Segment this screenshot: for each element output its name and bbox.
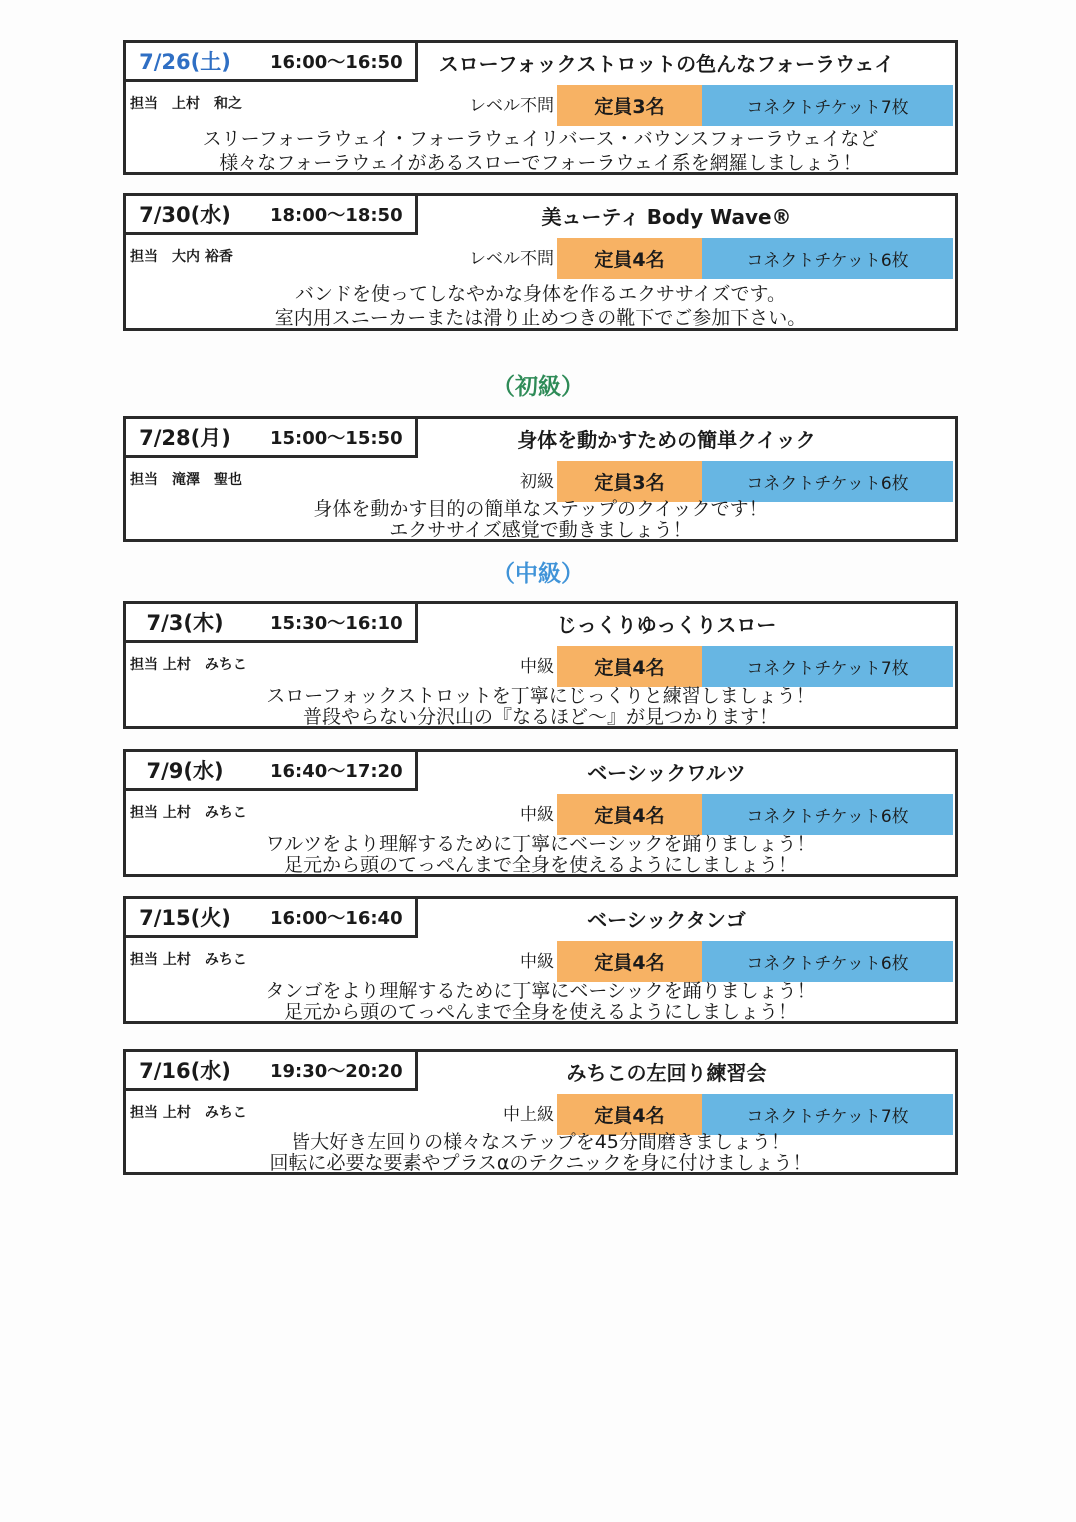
lesson-date: 7/30(水) (139, 203, 231, 227)
lesson-time: 15:00～15:50 (270, 428, 403, 449)
lesson-level: 中級 (520, 657, 554, 677)
lesson-datetime (126, 43, 418, 82)
lesson-description-line: タンゴをより理解するために丁寧にベーシックを踊りましょう！ (265, 980, 816, 1002)
lesson-description (126, 1132, 955, 1174)
lesson-instructor: 担当 滝澤 聖也 (130, 472, 242, 488)
section-heading-intermediate: （中級） (492, 561, 584, 587)
lesson-ticket: コネクトチケット6枚 (702, 238, 953, 279)
lesson-date: 7/26(土) (139, 50, 231, 74)
lesson-description-line: 回転に必要な要素やプラスαのテクニックを身に付けましょう！ (269, 1152, 812, 1174)
lesson-description-line: ワルツをより理解するために丁寧にベーシックを踊りましょう！ (265, 833, 816, 855)
lesson-instructor: 担当 上村 みちこ (130, 952, 247, 968)
lesson-capacity: 定員4名 (557, 646, 702, 687)
lesson-time: 16:00～16:40 (270, 908, 403, 929)
lesson-level: レベル不問 (469, 96, 554, 116)
section-heading-beginner: （初級） (492, 374, 584, 400)
lesson-title: 身体を動かすための簡単クイック (517, 428, 816, 452)
lesson-title: じっくりゆっくりスロー (556, 613, 777, 637)
lesson-card (123, 193, 958, 331)
lesson-description-line: エクササイズ感覚で動きましょう！ (389, 519, 692, 541)
lesson-description (126, 282, 955, 330)
lesson-capacity: 定員4名 (557, 238, 702, 279)
lesson-title: スローフォックストロットの色んなフォーラウェイ (438, 52, 895, 76)
lesson-card (123, 40, 958, 175)
lesson-description-line: バンドを使ってしなやかな身体を作るエクササイズです。 (295, 283, 786, 305)
lesson-level: 中級 (520, 805, 554, 825)
lesson-datetime (126, 196, 418, 235)
lesson-date: 7/16(水) (139, 1059, 231, 1083)
lesson-datetime (126, 1052, 418, 1091)
lesson-ticket: コネクトチケット6枚 (702, 461, 953, 502)
lesson-level: 中上級 (503, 1105, 554, 1125)
lesson-instructor: 担当 上村 みちこ (130, 1105, 247, 1121)
lesson-description-line: スローフォックストロットを丁寧にじっくりと練習しましょう！ (266, 685, 815, 707)
lesson-capacity: 定員3名 (557, 85, 702, 126)
lesson-ticket: コネクトチケット7枚 (702, 85, 953, 126)
lesson-date: 7/9(水) (146, 759, 224, 783)
lesson-description-line: 室内用スニーカーまたは滑り止めつきの靴下でご参加下さい。 (274, 307, 807, 329)
lesson-time: 18:00～18:50 (270, 205, 403, 226)
lesson-card (123, 1049, 958, 1175)
lesson-time: 16:40～17:20 (270, 761, 403, 782)
lesson-description (126, 981, 955, 1023)
lesson-ticket: コネクトチケット7枚 (702, 1094, 953, 1135)
lesson-level: 初級 (520, 472, 554, 492)
lesson-title: ベーシックタンゴ (587, 908, 746, 932)
lesson-instructor: 担当 上村 和之 (130, 96, 242, 112)
lesson-description-line: 皆大好き左回りの様々なステップを45分間磨きましょう！ (291, 1131, 790, 1153)
lesson-capacity: 定員4名 (557, 794, 702, 835)
lesson-level: レベル不問 (469, 249, 554, 269)
lesson-level: 中級 (520, 952, 554, 972)
lesson-instructor: 担当 上村 みちこ (130, 805, 247, 821)
lesson-description-line: 様々なフォーラウェイがあるスローでフォーラウェイ系を網羅しましょう！ (219, 152, 862, 174)
lesson-ticket: コネクトチケット6枚 (702, 794, 953, 835)
lesson-description-line: 足元から頭のてっぺんまで全身を使えるようにしましょう！ (283, 1001, 797, 1023)
lesson-ticket: コネクトチケット6枚 (702, 941, 953, 982)
lesson-description-line: 足元から頭のてっぺんまで全身を使えるようにしましょう！ (283, 854, 797, 876)
lesson-date: 7/15(火) (139, 906, 231, 930)
lesson-card (123, 416, 958, 542)
lesson-description (126, 834, 955, 876)
lesson-time: 15:30～16:10 (270, 613, 403, 634)
lesson-description (126, 686, 955, 728)
lesson-description-line: 身体を動かす目的の簡単なステップのクイックです！ (313, 498, 768, 520)
lesson-description-line: 普段やらない分沢山の『なるほど～』が見つかります！ (302, 706, 778, 728)
lesson-title: みちこの左回り練習会 (566, 1061, 767, 1085)
lesson-title: ベーシックワルツ (587, 761, 746, 785)
lesson-capacity: 定員3名 (557, 461, 702, 502)
lesson-date: 7/3(木) (146, 611, 224, 635)
lesson-card (123, 896, 958, 1024)
lesson-datetime (126, 419, 418, 458)
lesson-date: 7/28(月) (139, 426, 231, 450)
lesson-capacity: 定員4名 (557, 1094, 702, 1135)
lesson-time: 16:00～16:50 (270, 52, 403, 73)
lesson-description (126, 499, 955, 541)
lesson-datetime (126, 752, 418, 791)
lesson-instructor: 担当 大内 裕香 (130, 249, 233, 265)
lesson-card (123, 749, 958, 877)
lesson-ticket: コネクトチケット7枚 (702, 646, 953, 687)
lesson-datetime (126, 899, 418, 938)
lesson-description-line: スリーフォーラウェイ・フォーラウェイリバース・バウンスフォーラウェイなど (202, 128, 879, 150)
lesson-capacity: 定員4名 (557, 941, 702, 982)
lesson-description (126, 127, 955, 175)
lesson-datetime (126, 604, 418, 643)
lesson-title: 美ューティ Body Wave® (541, 205, 792, 229)
lesson-time: 19:30～20:20 (270, 1061, 403, 1082)
lesson-instructor: 担当 上村 みちこ (130, 657, 247, 673)
lesson-card (123, 601, 958, 729)
